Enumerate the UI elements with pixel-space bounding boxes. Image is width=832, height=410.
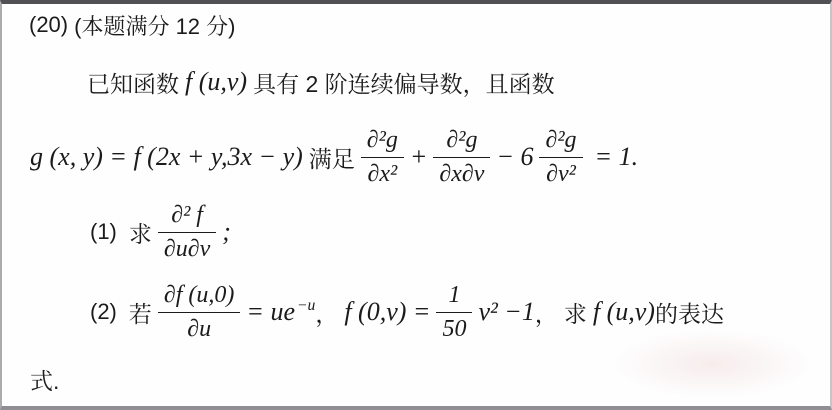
fraction-d2g-dv2 <box>539 127 582 187</box>
solve-verb: 求 <box>128 220 152 247</box>
satisfies-label: 满足 <box>308 145 355 172</box>
problem-header <box>29 10 235 40</box>
denominator: ∂x² <box>367 160 398 187</box>
equals-one: = 1. <box>594 142 639 171</box>
comma-separator: ， <box>315 300 339 327</box>
v-squared-minus-one: v² −1 <box>478 297 535 326</box>
semicolon: ; <box>222 217 231 246</box>
f0v-equation: f (0,v) = <box>344 297 431 326</box>
f-uv-function: f (u,v) <box>592 297 655 326</box>
score-note: (本题满分 12 分) <box>74 13 236 39</box>
expression-suffix: 的表达 <box>654 300 724 327</box>
problem-number: (20) <box>29 12 69 37</box>
tail-line <box>30 357 59 401</box>
fraction-dfu0-du <box>158 282 241 342</box>
equals-ue-term <box>246 297 315 327</box>
numerator: ∂²g <box>539 127 582 157</box>
denominator: ∂x∂v <box>439 160 485 187</box>
denominator: ∂v² <box>546 160 576 187</box>
part2-label: (2) <box>90 299 117 324</box>
numerator: ∂²g <box>433 127 490 157</box>
fraction-d2f-dudv <box>158 202 216 262</box>
denominator: ∂u∂v <box>163 235 211 262</box>
comma-separator: ， <box>534 300 558 327</box>
f-uv-function: f (u,v) <box>185 67 248 96</box>
g-definition: g (x, y) = f (2x + y,3x − y) <box>30 142 303 171</box>
pde-equation-line <box>30 114 638 200</box>
solve-verb: 求 <box>563 300 587 327</box>
exponent-minus-u: −u <box>297 297 316 315</box>
denominator: ∂u <box>187 315 212 342</box>
numerator: ∂f (u,0) <box>158 282 241 312</box>
if-verb: 若 <box>128 300 152 327</box>
fraction-1-50 <box>436 282 472 342</box>
minus-six-operator: − 6 <box>496 142 534 171</box>
ue-base: = ue <box>246 297 295 326</box>
plus-operator: + <box>409 142 428 171</box>
fraction-d2g-dxdv <box>433 127 490 187</box>
numerator: ∂² f <box>158 202 216 232</box>
part1-label: (1) <box>90 219 117 244</box>
intro-rest: 具有 2 阶连续偏导数，且函数 <box>253 70 555 97</box>
expression-tail: 式. <box>30 367 60 394</box>
part1-line <box>90 198 231 266</box>
intro-line <box>87 58 555 106</box>
intro-lead: 已知函数 <box>87 70 179 97</box>
denominator: 50 <box>442 315 467 342</box>
fraction-d2g-dx2 <box>361 127 404 187</box>
numerator: ∂²g <box>361 127 404 157</box>
numerator: 1 <box>436 282 472 312</box>
part2-line <box>90 270 724 354</box>
